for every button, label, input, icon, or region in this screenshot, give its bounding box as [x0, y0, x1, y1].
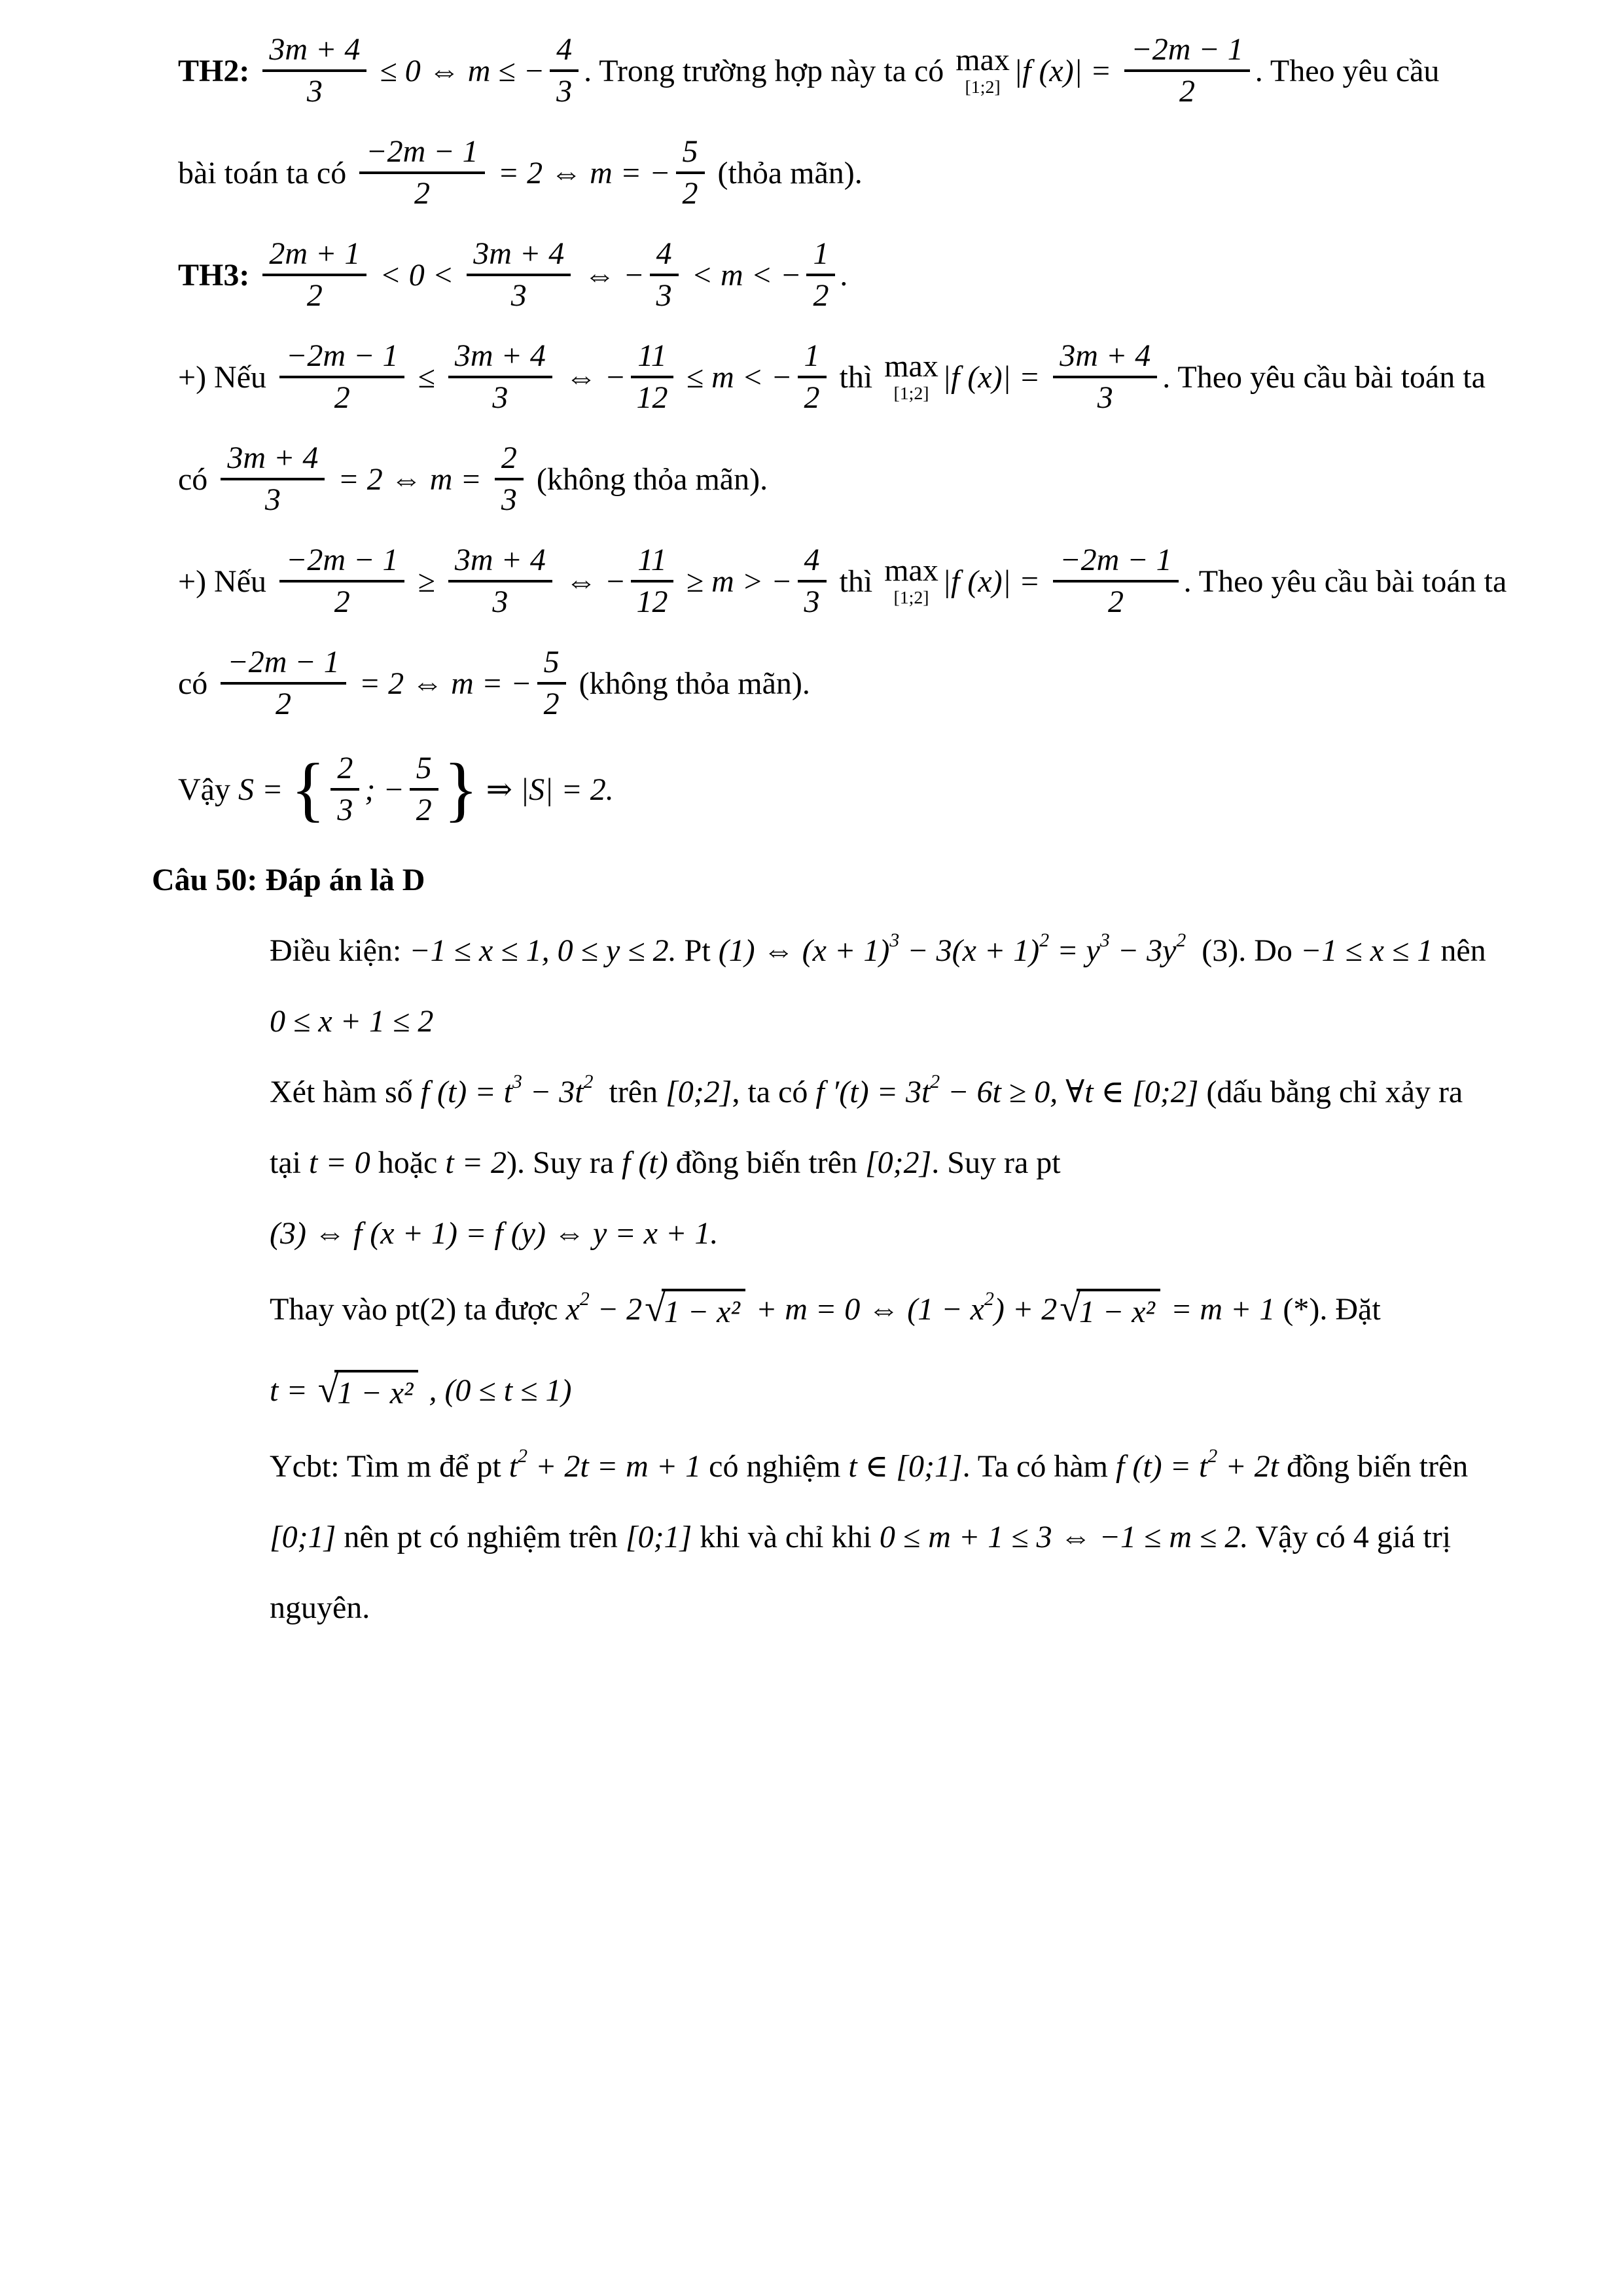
- math-run: < m < −: [683, 257, 802, 293]
- fraction-denominator: 2: [334, 584, 350, 619]
- fraction-numerator: 11: [631, 338, 673, 378]
- bold-text-run: TH3:: [178, 257, 258, 293]
- radical-sign-icon: √: [645, 1287, 666, 1329]
- math-run: t =: [270, 1372, 315, 1408]
- text-run: đồng biến trên: [1278, 1448, 1469, 1484]
- math-run: f (t) = t: [1116, 1448, 1208, 1484]
- fraction: [650, 236, 679, 314]
- math-run: < 0 <: [372, 257, 462, 293]
- fraction-denominator: 2: [1179, 74, 1196, 109]
- fraction-numerator: 2: [330, 751, 359, 791]
- line-thay-vao: [0, 1268, 1623, 1350]
- math-run: − 6t ≥ 0, ∀t ∈ [0;2]: [940, 1075, 1199, 1109]
- math-run: f (t): [622, 1145, 668, 1180]
- fraction-numerator: 5: [410, 751, 438, 791]
- fraction: [1053, 543, 1178, 620]
- line-cau50-header: [0, 844, 1623, 915]
- fraction-denominator: 2: [682, 176, 698, 211]
- fraction: [221, 440, 325, 518]
- fraction-denominator: 3: [1097, 380, 1113, 415]
- fraction-denominator: 2: [813, 278, 829, 313]
- math-run: ≥ m > −: [678, 564, 793, 599]
- radical-sign-icon: √: [317, 1369, 339, 1410]
- fraction: [448, 543, 552, 620]
- brace-delimiter: }: [443, 749, 478, 829]
- fraction-denominator: 2: [334, 380, 350, 415]
- max-label: max: [955, 43, 1010, 78]
- line-th2: [0, 20, 1623, 122]
- math-run: − 3y: [1109, 933, 1177, 968]
- fraction: [806, 236, 835, 314]
- text-run: nguyên.: [270, 1590, 370, 1625]
- fraction: [262, 236, 366, 314]
- fraction-numerator: 4: [650, 236, 679, 276]
- text-run: Điều kiện:: [270, 933, 410, 968]
- math-run: |f (x)| =: [942, 564, 1048, 599]
- fraction: [221, 645, 346, 722]
- fraction-numerator: −2m − 1: [279, 543, 404, 583]
- text-run: Vậy có 4 giá trị: [1248, 1519, 1452, 1554]
- math-run: x: [565, 1291, 580, 1327]
- text-run: có nghiệm: [701, 1448, 849, 1484]
- text-run: . Theo yêu cầu: [1255, 53, 1440, 88]
- max-subscript: [1;2]: [965, 77, 1001, 98]
- fraction: [279, 338, 404, 416]
- fraction-numerator: 5: [676, 134, 705, 174]
- square-root: [1060, 1289, 1160, 1330]
- fraction: [631, 338, 673, 416]
- radicand: 1 − x²: [1077, 1289, 1160, 1330]
- math-run: f (t) = t: [420, 1074, 512, 1109]
- superscript: 3: [889, 929, 900, 952]
- text-run: có: [178, 461, 216, 497]
- text-run: Xét hàm số: [270, 1074, 421, 1109]
- max-operator: [884, 555, 938, 607]
- math-run: − 3(x + 1): [899, 933, 1040, 968]
- fraction-numerator: 3m + 4: [467, 236, 571, 276]
- math-run: |f (x)| =: [1013, 53, 1120, 88]
- text-run: ). Suy ra: [507, 1145, 622, 1180]
- math-run: f ′(t) = 3t: [815, 1074, 931, 1109]
- bold-text-run: TH2:: [178, 53, 258, 88]
- fraction-denominator: 3: [492, 380, 508, 415]
- text-run: Pt: [676, 933, 719, 968]
- max-subscript: [1;2]: [893, 384, 929, 404]
- math-run: −1 ≤ x ≤ 1, 0 ≤ y ≤ 2.: [409, 933, 677, 968]
- fraction-numerator: −2m − 1: [359, 134, 484, 174]
- math-run: ≤ 0 ⇔ m ≤ −: [372, 53, 545, 88]
- math-run: ≤ m < −: [678, 359, 793, 395]
- line-eq3: [0, 1198, 1623, 1268]
- superscript: 3: [512, 1071, 522, 1093]
- math-run: [0;1]: [625, 1519, 692, 1554]
- fraction: [631, 543, 673, 620]
- line-th2-cont: [0, 122, 1623, 224]
- math-run: = y: [1049, 933, 1100, 968]
- radical-sign-icon: √: [1060, 1287, 1080, 1329]
- superscript: 2: [1176, 929, 1186, 952]
- fraction-denominator: 3: [337, 793, 353, 827]
- math-run: t: [508, 1448, 518, 1484]
- fraction: [330, 751, 359, 828]
- radicand: 1 − x²: [334, 1370, 418, 1411]
- fraction: [676, 134, 705, 211]
- math-run: |f (x)| =: [942, 359, 1048, 395]
- fraction: [495, 440, 524, 518]
- math-run: ; −: [365, 772, 404, 807]
- line-dieu-kien: [0, 915, 1623, 986]
- math-run: 0 ≤ m + 1 ≤ 3 ⇔ −1 ≤ m ≤ 2.: [879, 1519, 1249, 1554]
- fraction-denominator: 2: [306, 278, 323, 313]
- fraction-numerator: 2: [495, 440, 524, 480]
- line-tai-t: [0, 1127, 1623, 1198]
- text-run: nên pt có nghiệm trên: [336, 1519, 626, 1554]
- brace-delimiter: {: [291, 749, 326, 829]
- math-run: .: [840, 257, 849, 293]
- fraction-denominator: 3: [492, 584, 508, 619]
- fraction-denominator: 2: [543, 687, 560, 721]
- math-run: − 2: [589, 1291, 643, 1327]
- max-subscript: [1;2]: [893, 588, 929, 609]
- text-run: thì: [831, 359, 881, 395]
- square-root: [645, 1289, 745, 1330]
- math-run: ≥: [410, 564, 443, 599]
- math-run: [0;2]: [666, 1074, 732, 1109]
- fraction-denominator: 2: [276, 687, 292, 721]
- fraction: [1053, 338, 1157, 416]
- text-run: , ta có: [732, 1074, 816, 1109]
- fraction: [359, 134, 484, 211]
- text-run: . Theo yêu cầu bài toán ta: [1162, 359, 1486, 395]
- superscript: 2: [518, 1445, 527, 1467]
- text-run: thì: [831, 564, 881, 599]
- max-label: max: [884, 553, 938, 588]
- line-ket-luan: [0, 1501, 1623, 1572]
- fraction-numerator: 1: [798, 338, 827, 378]
- fraction-numerator: 2m + 1: [262, 236, 366, 276]
- fraction-denominator: 3: [510, 278, 527, 313]
- math-run: t = 0: [308, 1145, 370, 1180]
- line-x-plus-1-range: [0, 986, 1623, 1056]
- line-dat-t: [0, 1350, 1623, 1431]
- fraction-denominator: 2: [414, 176, 430, 211]
- math-run: ⇔ −: [557, 564, 626, 599]
- math-run: = m + 1: [1162, 1291, 1275, 1327]
- math-run: [0;1]: [270, 1519, 336, 1554]
- line-th3: [0, 224, 1623, 326]
- math-run: ≤: [410, 359, 443, 395]
- text-run: hoặc: [370, 1145, 446, 1180]
- fraction: [262, 32, 366, 109]
- superscript: 2: [583, 1071, 594, 1093]
- text-run: . Trong trường hợp này ta có: [584, 53, 952, 88]
- math-run: , (0 ≤ t ≤ 1): [421, 1372, 572, 1408]
- math-run: t ∈ [0;1]: [848, 1449, 963, 1484]
- math-run: + 2t: [1217, 1448, 1279, 1484]
- text-run: tại: [270, 1145, 309, 1180]
- math-run: ) + 2: [993, 1291, 1058, 1327]
- math-run: = 2 ⇔ m = −: [490, 155, 671, 190]
- fraction-numerator: 4: [550, 32, 579, 72]
- text-run: Thay vào pt(2) ta được: [270, 1291, 566, 1327]
- fraction-numerator: 3m + 4: [1053, 338, 1157, 378]
- fraction-denominator: 3: [264, 482, 281, 517]
- math-run: t = 2: [445, 1145, 507, 1180]
- bold-text-run: Câu 50: Đáp án là D: [152, 862, 425, 897]
- text-run: +) Nếu: [178, 359, 275, 395]
- fraction: [537, 645, 566, 722]
- fraction-denominator: 2: [804, 380, 820, 415]
- fraction-numerator: 3m + 4: [221, 440, 325, 480]
- text-run: (thỏa mãn).: [709, 155, 863, 190]
- math-run: + 2t = m + 1: [527, 1448, 702, 1484]
- square-root: [318, 1370, 419, 1411]
- text-run: Vậy: [178, 772, 238, 807]
- math-run: + m = 0 ⇔ (1 − x: [747, 1291, 984, 1327]
- fraction-denominator: 2: [1107, 584, 1124, 619]
- math-run: [0;2]: [865, 1145, 932, 1180]
- superscript: 2: [984, 1288, 994, 1310]
- fraction-numerator: 5: [537, 645, 566, 685]
- math-run: = 2 ⇔ m = −: [351, 666, 532, 701]
- text-run: Ycbt: Tìm m để pt: [270, 1448, 509, 1484]
- line-case1-cont: [0, 428, 1623, 530]
- math-run: ⇒ |S| = 2.: [478, 772, 614, 807]
- text-run: . Suy ra pt: [931, 1145, 1061, 1180]
- superscript: 2: [579, 1288, 590, 1310]
- fraction-numerator: −2m − 1: [1053, 543, 1178, 583]
- radicand: 1 − x²: [662, 1289, 745, 1330]
- fraction: [798, 338, 827, 416]
- math-run: ⇔ −: [576, 257, 645, 293]
- fraction-numerator: 3m + 4: [448, 338, 552, 378]
- line-xet-ham-so: [0, 1056, 1623, 1127]
- math-run: − 3t: [522, 1074, 584, 1109]
- fraction-denominator: 3: [804, 584, 820, 619]
- line-conclusion-49: [0, 734, 1623, 844]
- math-run: −1 ≤ x ≤ 1: [1300, 933, 1433, 968]
- line-ycbt: [0, 1431, 1623, 1501]
- fraction-numerator: 11: [631, 543, 673, 583]
- fraction: [467, 236, 571, 314]
- max-operator: [955, 45, 1010, 97]
- fraction-denominator: 3: [656, 278, 672, 313]
- text-run: +) Nếu: [178, 564, 275, 599]
- text-run: . Ta có hàm: [962, 1448, 1116, 1484]
- text-run: đồng biến trên: [668, 1145, 865, 1180]
- fraction-numerator: −2m − 1: [1124, 32, 1249, 72]
- math-run: (3) ⇔ f (x + 1) = f (y) ⇔ y = x + 1.: [270, 1215, 719, 1251]
- fraction-denominator: 3: [556, 74, 573, 109]
- fraction-denominator: 12: [636, 380, 668, 415]
- superscript: 2: [930, 1071, 940, 1093]
- fraction-numerator: 1: [806, 236, 835, 276]
- fraction: [798, 543, 827, 620]
- line-case1: [0, 326, 1623, 428]
- text-run: nên: [1433, 933, 1486, 968]
- text-run: (3). Do: [1186, 933, 1300, 968]
- fraction-denominator: 3: [501, 482, 517, 517]
- fraction: [1124, 32, 1249, 109]
- text-run: có: [178, 666, 216, 701]
- fraction-numerator: 3m + 4: [448, 543, 552, 583]
- superscript: 2: [1039, 929, 1050, 952]
- text-run: (*). Đặt: [1275, 1291, 1381, 1327]
- max-operator: [884, 351, 938, 403]
- text-run: trên: [593, 1074, 666, 1109]
- fraction-denominator: 3: [306, 74, 323, 109]
- fraction-denominator: 2: [416, 793, 432, 827]
- line-case2: [0, 530, 1623, 632]
- line-case2-cont: [0, 632, 1623, 734]
- text-run: (không thỏa mãn).: [528, 461, 768, 497]
- text-run: (dấu bằng chỉ xảy ra: [1198, 1074, 1463, 1109]
- fraction: [448, 338, 552, 416]
- fraction-numerator: −2m − 1: [279, 338, 404, 378]
- fraction-numerator: 4: [798, 543, 827, 583]
- fraction-numerator: 3m + 4: [262, 32, 366, 72]
- math-run: (1) ⇔ (x + 1): [718, 933, 890, 968]
- max-label: max: [884, 349, 938, 384]
- text-run: khi và chỉ khi: [692, 1519, 880, 1554]
- text-run: bài toán ta có: [178, 155, 355, 190]
- text-run: (không thỏa mãn).: [571, 666, 810, 701]
- fraction: [279, 543, 404, 620]
- math-run: 0 ≤ x + 1 ≤ 2: [270, 1003, 434, 1039]
- fraction-denominator: 12: [636, 584, 668, 619]
- math-run: = 2 ⇔ m =: [330, 461, 490, 497]
- fraction-numerator: −2m − 1: [221, 645, 346, 685]
- text-run: . Theo yêu cầu bài toán ta: [1183, 564, 1507, 599]
- line-nguyen: [0, 1572, 1623, 1643]
- superscript: 3: [1099, 929, 1110, 952]
- fraction: [410, 751, 438, 828]
- superscript: 2: [1207, 1445, 1218, 1467]
- math-run: ⇔ −: [557, 359, 626, 395]
- fraction: [550, 32, 579, 109]
- math-run: S =: [238, 772, 291, 807]
